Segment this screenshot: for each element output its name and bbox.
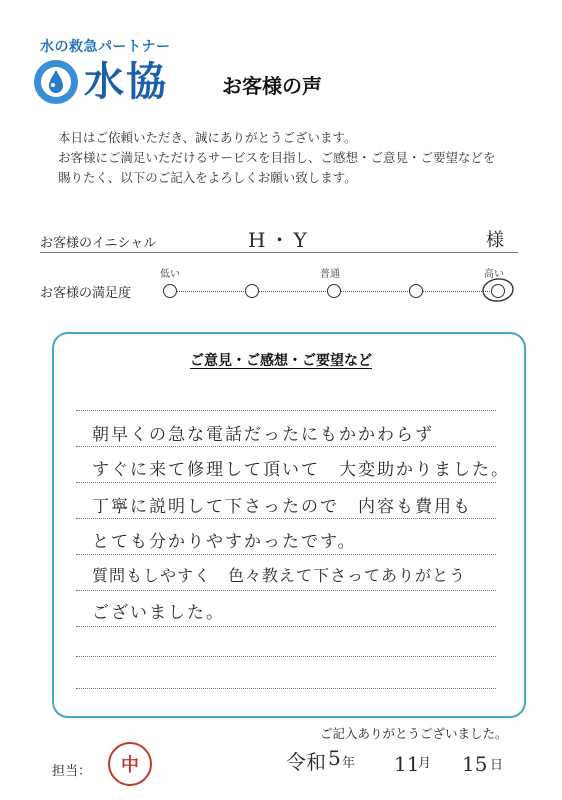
ruled-line <box>76 518 496 519</box>
ruled-line <box>76 626 496 627</box>
comment-line-3: 丁寧に説明して下さったので 内容も費用も <box>92 497 472 517</box>
ruled-line <box>76 688 496 689</box>
staff-seal-stamp <box>108 742 152 786</box>
comment-line-1: 朝早くの急な電話だったにもかかわらず <box>92 425 434 445</box>
intro-line-3: 賜りたく、以下のご記入をよろしくお願い致します。 <box>58 170 357 185</box>
scale-label-low: 低い <box>160 269 180 280</box>
intro-line-2: お客様にご満足いただけるサービスを目指し、ご感想・ご意見・ご要望などを <box>58 150 496 165</box>
ruled-line <box>76 446 496 447</box>
scale-label-high: 高い <box>484 269 504 280</box>
date-month: 11 <box>394 752 420 776</box>
ruled-line <box>76 554 496 555</box>
scale-label-mid: 普通 <box>320 269 340 280</box>
date-month-unit: 月 <box>418 756 432 771</box>
intro-line-1: 本日はご依頼いただき、誠にありがとうございます。 <box>58 130 357 145</box>
satisfaction-option-2[interactable] <box>245 284 259 298</box>
staff-label: 担当： <box>52 764 92 779</box>
brand-name: 水協 <box>84 59 168 105</box>
thanks-text: ご記入ありがとうございました。 <box>320 726 508 741</box>
satisfaction-option-3[interactable] <box>327 284 341 298</box>
ruled-line <box>76 590 496 591</box>
satisfaction-label: お客様の満足度 <box>40 286 132 301</box>
ruled-line <box>76 656 496 657</box>
comments-title: ご意見・ご感想・ご要望など <box>190 353 372 369</box>
initial-label: お客様のイニシャル <box>40 236 157 251</box>
page-title: お客様の声 <box>222 74 322 98</box>
satisfaction-option-4[interactable] <box>409 284 423 298</box>
comment-line-5: 質問もしやすく 色々教えて下さってありがとう <box>92 566 467 585</box>
initial-suffix: 様 <box>486 230 504 251</box>
initial-value: H・Y <box>248 228 311 252</box>
comments-box <box>52 332 526 718</box>
handwritten-selection-circle <box>480 276 516 304</box>
staff-seal-text: 中 <box>121 755 139 776</box>
date-era: 令和 <box>286 750 326 774</box>
ruled-line <box>76 482 496 483</box>
date-year-unit: 年 <box>342 756 356 771</box>
date-day: 15 <box>462 752 488 776</box>
comment-line-2: すぐに来て修理して頂いて 大変助かりました。 <box>92 460 510 480</box>
date-year: 5 <box>328 746 341 770</box>
comment-line-6: ございました。 <box>92 603 225 623</box>
date-day-unit: 日 <box>490 758 504 773</box>
ruled-line <box>76 410 496 411</box>
water-drop-logo-icon <box>32 58 80 106</box>
initial-underline <box>40 252 518 253</box>
brand-tagline: 水の救急パートナー <box>40 39 171 55</box>
comment-line-4: とても分かりやすかったです。 <box>92 532 357 552</box>
satisfaction-option-1[interactable] <box>163 284 177 298</box>
